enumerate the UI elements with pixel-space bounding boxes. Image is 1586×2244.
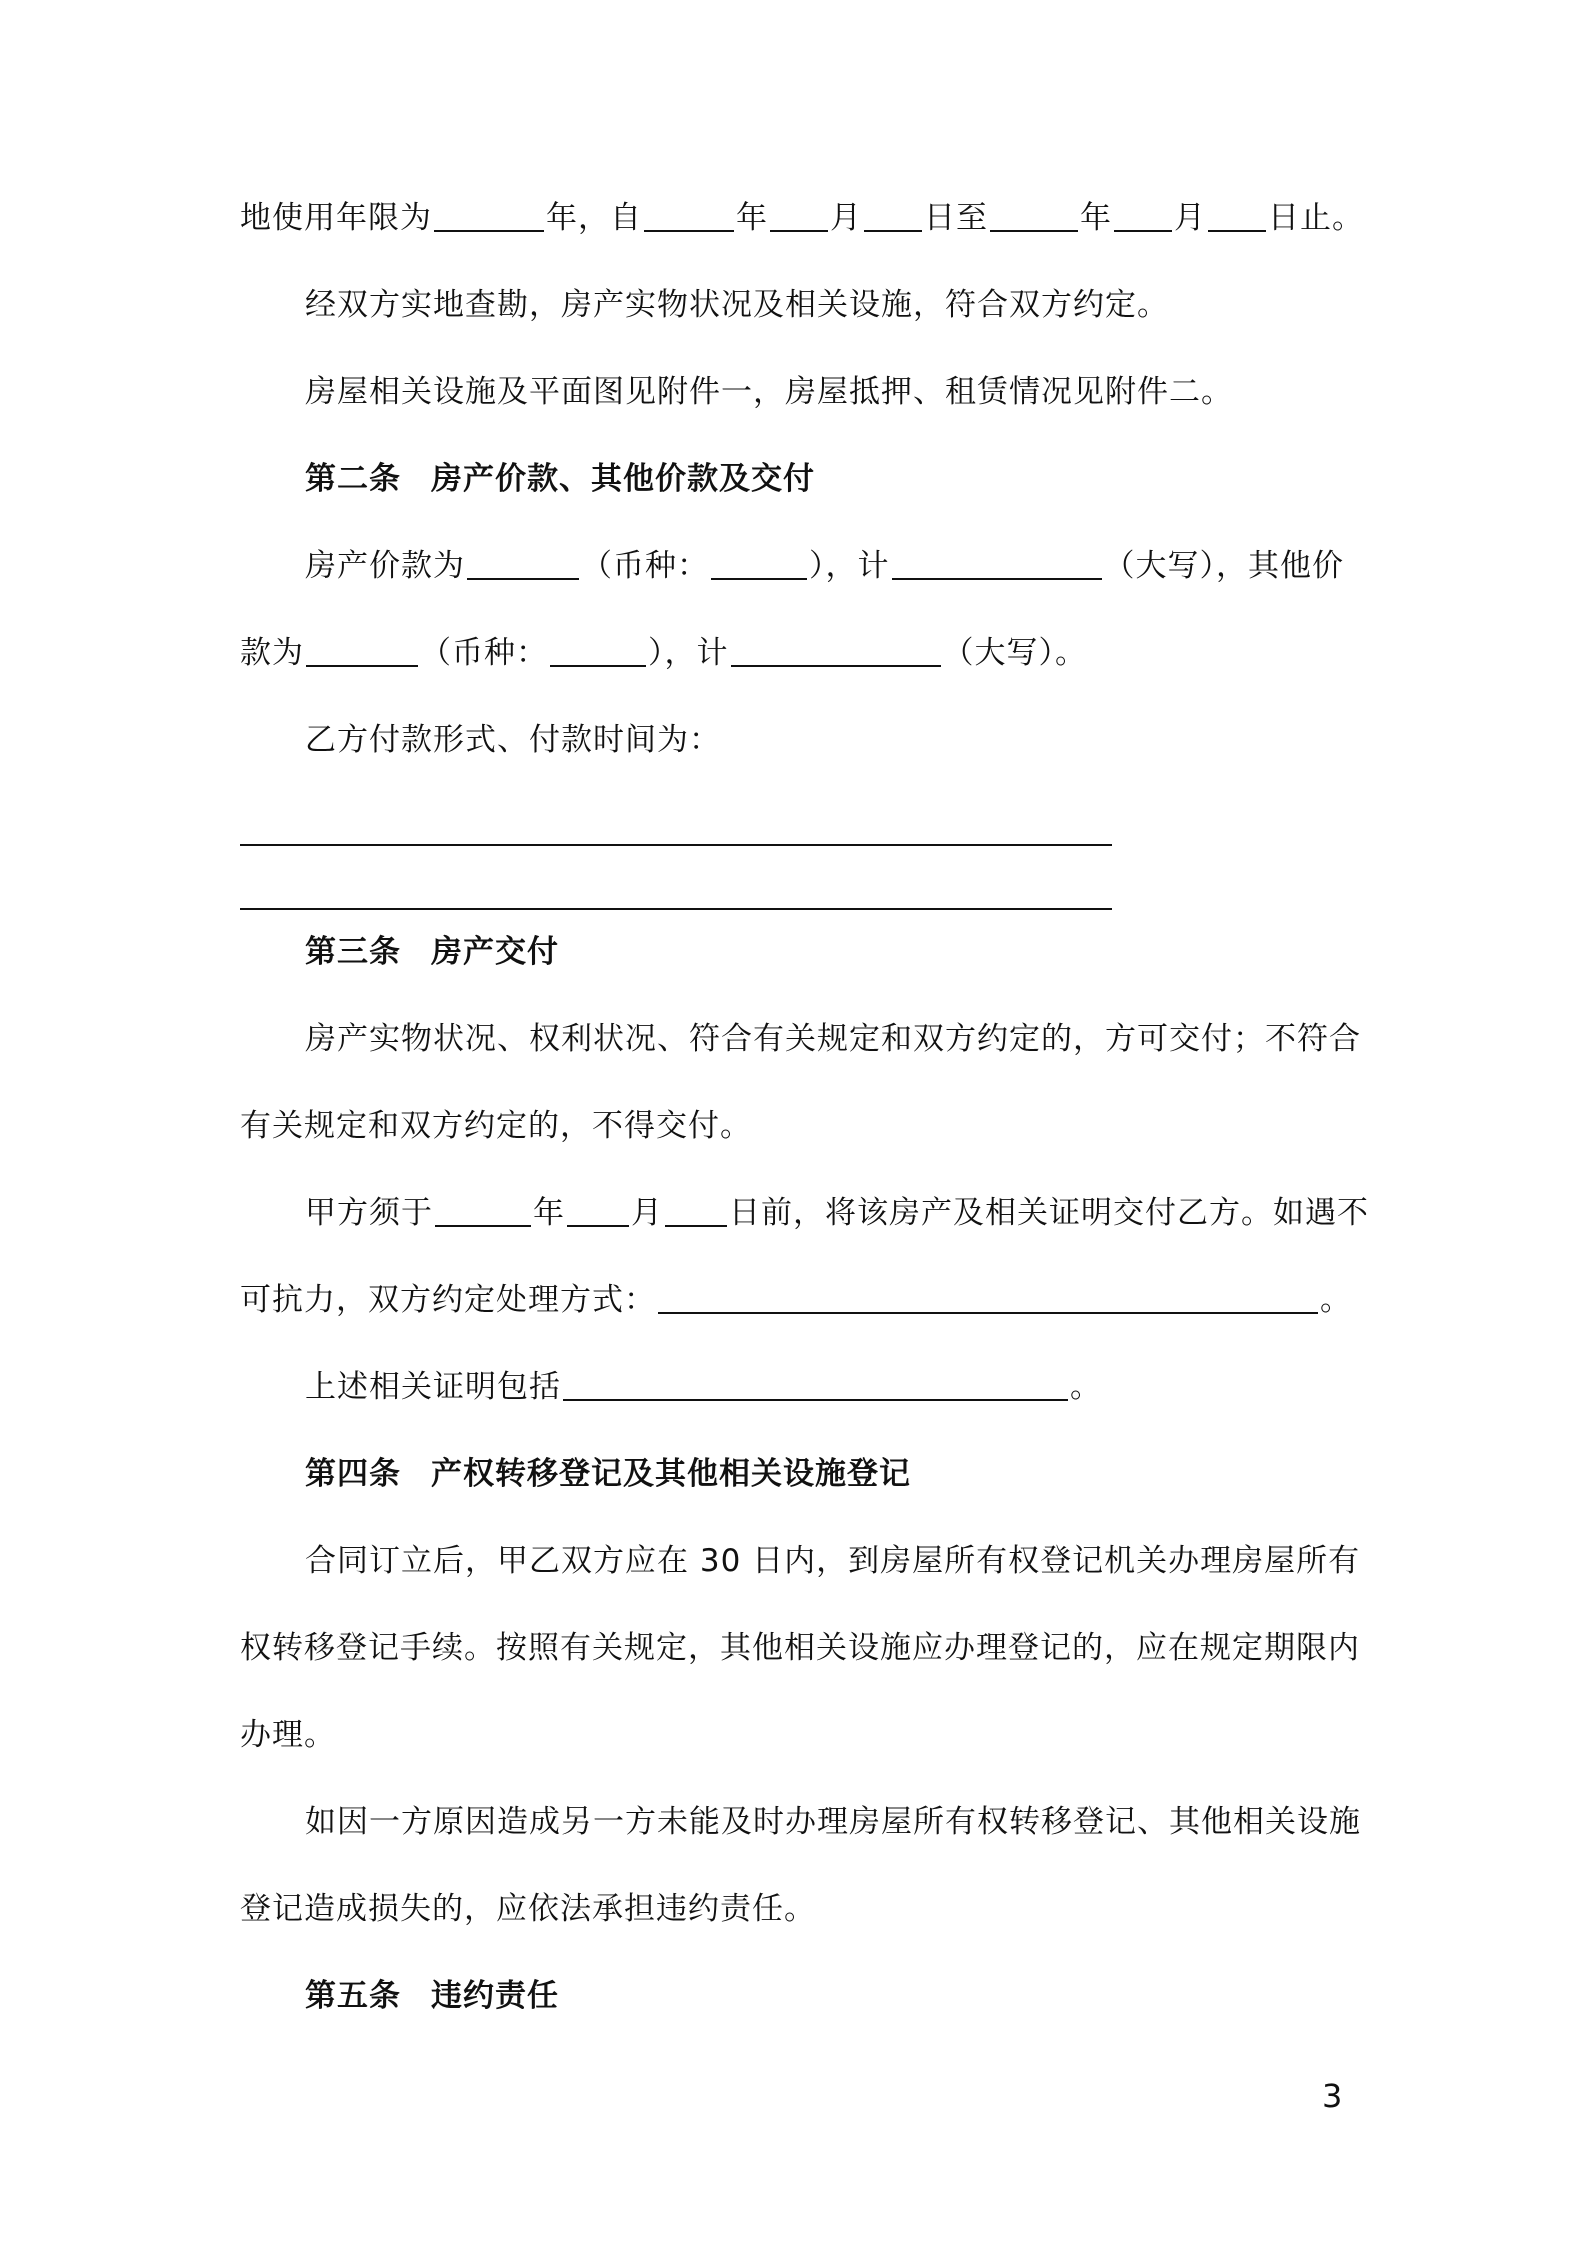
blank-field[interactable] bbox=[711, 548, 807, 580]
article-title: 房产价款、其他价款及交付 bbox=[431, 461, 815, 497]
text: 甲方须于 bbox=[305, 1195, 433, 1231]
paragraph-certificates bbox=[305, 1365, 1425, 1409]
article-heading-4 bbox=[305, 1452, 1425, 1496]
blank-field[interactable] bbox=[731, 635, 941, 667]
blank-field[interactable] bbox=[892, 548, 1102, 580]
article-title: 产权转移登记及其他相关设施登记 bbox=[431, 1456, 911, 1492]
paragraph-land-use-term bbox=[240, 196, 1364, 240]
blank-field[interactable] bbox=[665, 1195, 727, 1227]
article-number: 第三条 bbox=[305, 934, 401, 970]
text: 日止。 bbox=[1268, 200, 1364, 236]
paragraph: 有关规定和双方约定的，不得交付。 bbox=[240, 1108, 752, 1144]
text: 年，自 bbox=[546, 200, 642, 236]
text: 地使用年限为 bbox=[240, 200, 432, 236]
page-number: 3 bbox=[1322, 2077, 1343, 2115]
text: 年 bbox=[533, 1195, 565, 1231]
text: ），计 bbox=[648, 635, 729, 671]
article-number: 第四条 bbox=[305, 1456, 401, 1492]
blank-field[interactable] bbox=[563, 1369, 1068, 1401]
paragraph: 合同订立后，甲乙双方应在 30 日内，到房屋所有权登记机关办理房屋所有 bbox=[305, 1543, 1361, 1579]
article-title: 违约责任 bbox=[431, 1978, 559, 2014]
blank-field[interactable] bbox=[550, 635, 646, 667]
blank-field[interactable] bbox=[1114, 200, 1172, 232]
blank-line[interactable] bbox=[240, 908, 1112, 910]
article-number: 第二条 bbox=[305, 461, 401, 497]
blank-field[interactable] bbox=[658, 1282, 1318, 1314]
text: 日至 bbox=[924, 200, 988, 236]
paragraph-force-majeure bbox=[240, 1278, 1360, 1322]
text: 。 bbox=[1070, 1369, 1102, 1405]
paragraph: 办理。 bbox=[240, 1717, 336, 1753]
text: 款为 bbox=[240, 635, 304, 671]
blank-field[interactable] bbox=[567, 1195, 629, 1227]
blank-line[interactable] bbox=[240, 844, 1112, 846]
blank-field[interactable] bbox=[467, 548, 579, 580]
blank-field[interactable] bbox=[644, 200, 734, 232]
blank-field[interactable] bbox=[990, 200, 1078, 232]
paragraph: 房产实物状况、权利状况、符合有关规定和双方约定的，方可交付；不符合 bbox=[305, 1021, 1361, 1057]
article-title: 房产交付 bbox=[431, 934, 559, 970]
text: 。 bbox=[1320, 1282, 1352, 1318]
text: 可抗力，双方约定处理方式： bbox=[240, 1282, 656, 1318]
blank-field[interactable] bbox=[435, 1195, 531, 1227]
blank-field[interactable] bbox=[770, 200, 828, 232]
paragraph: 房屋相关设施及平面图见附件一，房屋抵押、租赁情况见附件二。 bbox=[305, 374, 1233, 410]
text: 月 bbox=[1174, 200, 1206, 236]
paragraph-price bbox=[305, 544, 1425, 588]
text: 日前，将该房产及相关证明交付乙方。如遇不 bbox=[729, 1195, 1369, 1231]
paragraph: 如因一方原因造成另一方未能及时办理房屋所有权转移登记、其他相关设施 bbox=[305, 1804, 1361, 1840]
article-number: 第五条 bbox=[305, 1978, 401, 2014]
paragraph: 经双方实地查勘，房产实物状况及相关设施，符合双方约定。 bbox=[305, 287, 1169, 323]
text: 年 bbox=[1080, 200, 1112, 236]
article-heading-5 bbox=[305, 1974, 1425, 2018]
text: 上述相关证明包括 bbox=[305, 1369, 561, 1405]
paragraph: 乙方付款形式、付款时间为： bbox=[305, 722, 721, 758]
paragraph: 权转移登记手续。按照有关规定，其他相关设施应办理登记的，应在规定期限内 bbox=[240, 1630, 1360, 1666]
text: 年 bbox=[736, 200, 768, 236]
blank-field[interactable] bbox=[1208, 200, 1266, 232]
paragraph-price-cont bbox=[240, 631, 1360, 675]
text: 房产价款为 bbox=[305, 548, 465, 584]
text: （币种： bbox=[581, 548, 709, 584]
article-heading-2 bbox=[305, 457, 1425, 501]
text: 月 bbox=[830, 200, 862, 236]
text: 月 bbox=[631, 1195, 663, 1231]
text: （币种： bbox=[420, 635, 548, 671]
paragraph-delivery-date bbox=[305, 1191, 1425, 1235]
blank-field[interactable] bbox=[306, 635, 418, 667]
text: （大写），其他价 bbox=[1103, 548, 1344, 584]
blank-field[interactable] bbox=[864, 200, 922, 232]
blank-field[interactable] bbox=[434, 200, 544, 232]
article-heading-3 bbox=[305, 930, 1425, 974]
text: ），计 bbox=[809, 548, 890, 584]
text: （大写）。 bbox=[942, 635, 1087, 671]
paragraph: 登记造成损失的，应依法承担违约责任。 bbox=[240, 1891, 816, 1927]
